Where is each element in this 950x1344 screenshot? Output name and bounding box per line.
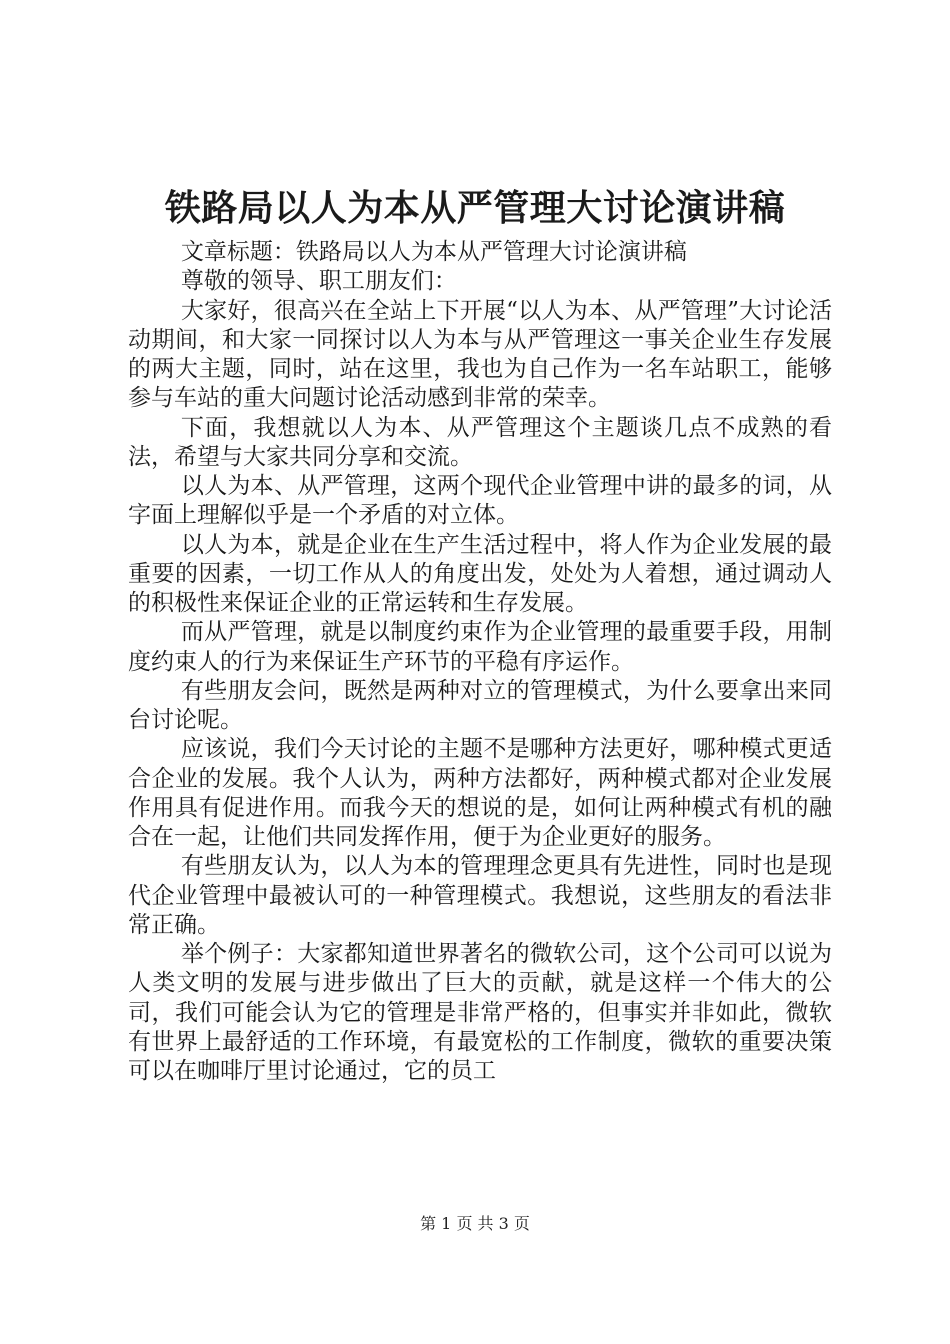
page-number-footer: 第 1 页 共 3 页: [420, 1214, 530, 1233]
body-paragraph: 大家好，很高兴在全站上下开展“以人为本、从严管理”大讨论活动期间，和大家一同探讨以人为本与从严管理这一事关企业生存发展的两大主题，同时，站在这里，我也为自己作为一名车站职工，能够参与车站的重大问题讨论活动感到非常的荣幸。: [128, 297, 832, 412]
document-body: [128, 238, 832, 1086]
body-paragraph: 以人为本，就是企业在生产生活过程中，将人作为企业发展的最重要的因素，一切工作从人的角度出发，处处为人着想，通过调动人的积极性来保证企业的正常运转和生存发展。: [128, 531, 832, 616]
body-paragraph: 以人为本、从严管理，这两个现代企业管理中讲的最多的词，从字面上理解似乎是一个矛盾的对立体。: [128, 473, 832, 529]
body-paragraph: 而从严管理，就是以制度约束作为企业管理的最重要手段，用制度约束人的行为来保证生产环节的平稳有序运作。: [128, 619, 832, 675]
article-title-line: 文章标题：铁路局以人为本从严管理大讨论演讲稿: [180, 239, 687, 265]
body-paragraph: 有些朋友认为，以人为本的管理理念更具有先进性，同时也是现代企业管理中最被认可的一种管理模式。我想说，这些朋友的看法非常正确。: [128, 853, 832, 938]
salutation: 尊敬的领导、职工朋友们：: [180, 268, 457, 295]
body-paragraph: 应该说，我们今天讨论的主题不是哪种方法更好，哪种模式更适合企业的发展。我个人认为，两种方法都好，两种模式都对企业发展作用具有促进作用。而我今天的想说的是，如何让两种模式有机的融合在一起，让他们共同发挥作用，便于为企业更好的服务。: [128, 736, 832, 850]
body-paragraph: 有些朋友会问，既然是两种对立的管理模式，为什么要拿出来同台讨论呢。: [128, 677, 832, 733]
body-paragraph: 举个例子：大家都知道世界著名的微软公司，这个公司可以说为人类文明的发展与进步做出了巨大的贡献，就是这样一个伟大的公司，我们可能会认为它的管理是非常严格的，但事实并非如此，微软有世界上最舒适的工作环境，有最宽松的工作制度，微软的重要决策可以在咖啡厅里讨论通过，它的员工: [128, 941, 832, 1084]
body-paragraph: 下面，我想就以人为本、从严管理这个主题谈几点不成熟的看法，希望与大家共同分享和交流。: [128, 414, 832, 470]
document-title: 铁路局以人为本从严管理大讨论演讲稿: [164, 187, 786, 229]
